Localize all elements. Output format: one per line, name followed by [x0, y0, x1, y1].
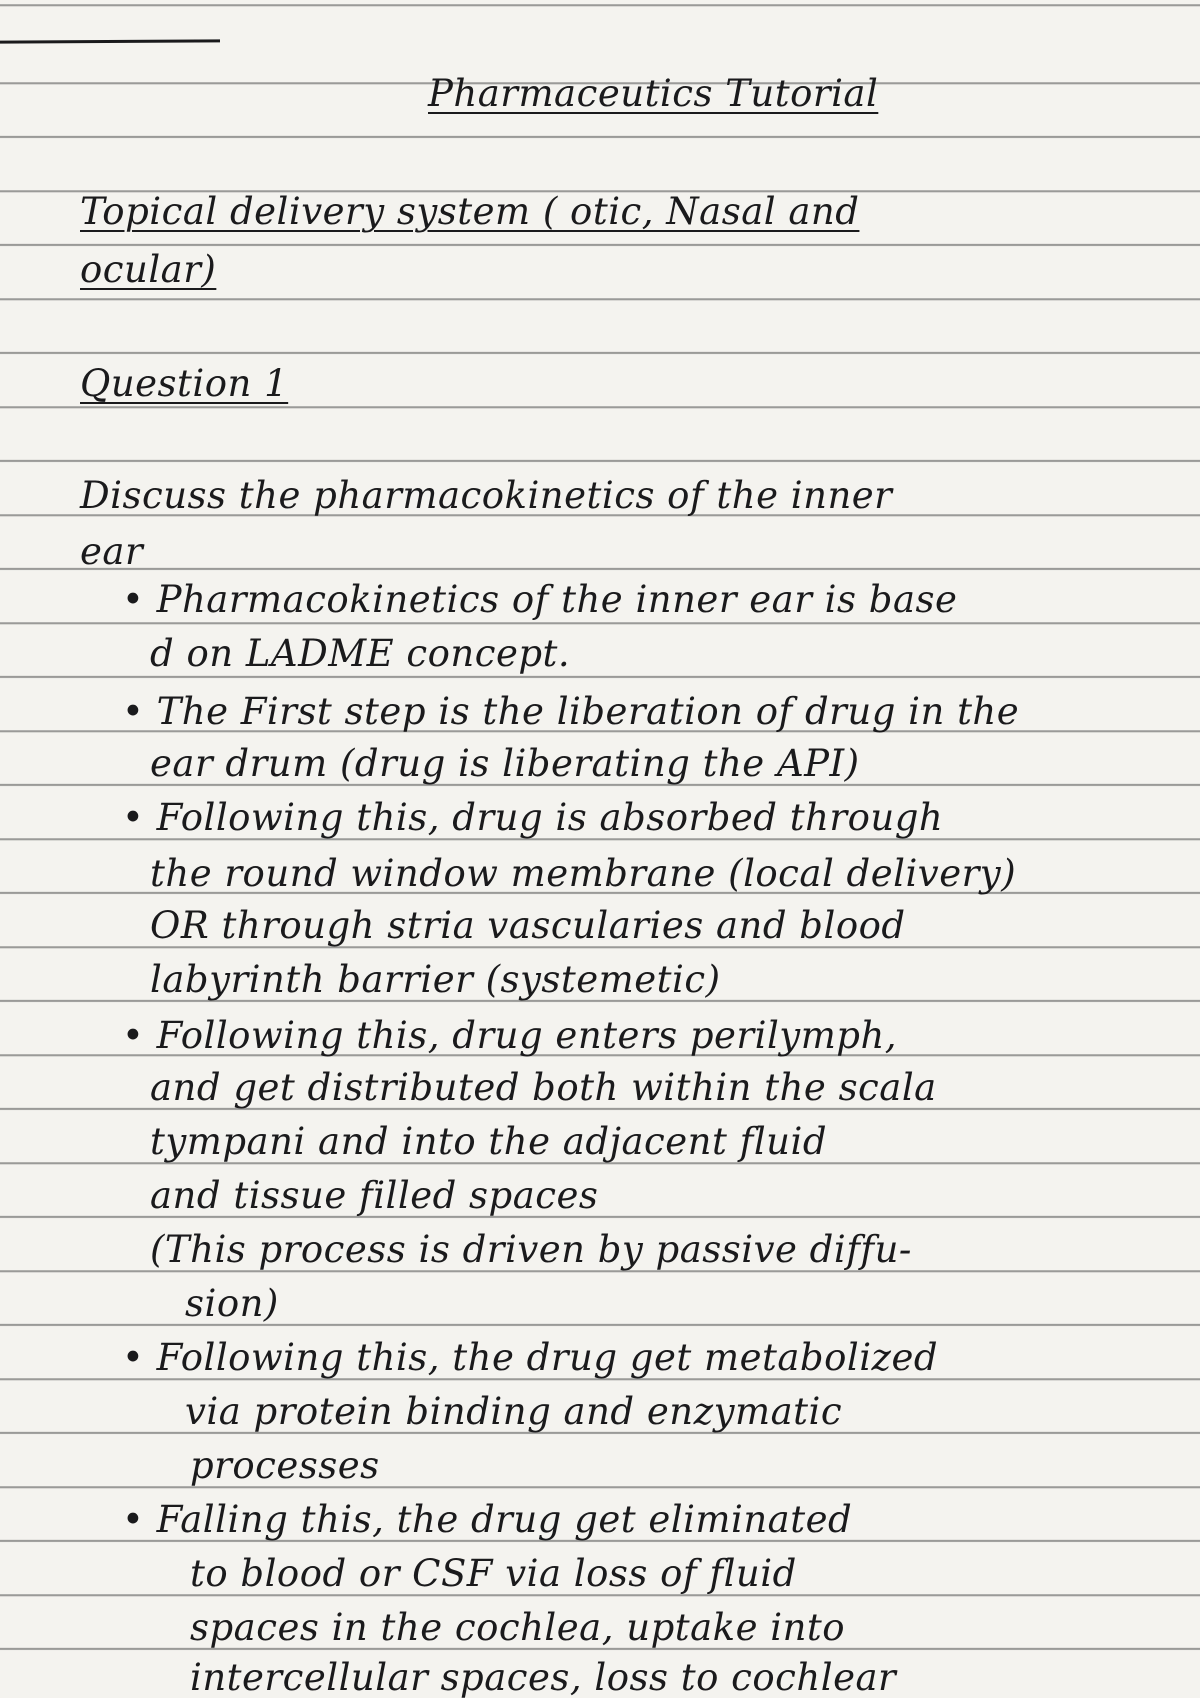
- page-title: Pharmaceutics Tutorial: [428, 72, 879, 115]
- answer-line: and tissue filled spaces: [150, 1174, 599, 1217]
- answer-line: • Following this, drug is absorbed through: [122, 796, 944, 839]
- answer-line: • Following this, the drug get metabolized: [122, 1336, 939, 1379]
- answer-line: tympani and into the adjacent fluid: [150, 1120, 828, 1163]
- answer-line: the round window membrane (local delivery): [150, 852, 1017, 895]
- answer-line: • Following this, drug enters perilymph,: [122, 1014, 898, 1057]
- answer-line: OR through stria vascularies and blood: [150, 904, 906, 947]
- answer-line: spaces in the cochlea, uptake into: [190, 1606, 846, 1649]
- answer-line: processes: [190, 1444, 380, 1487]
- answer-line: d on LADME concept.: [150, 632, 571, 675]
- answer-line: and get distributed both within the scala: [150, 1066, 937, 1109]
- answer-line: to blood or CSF via loss of fluid: [190, 1552, 797, 1595]
- prompt-line-1: Discuss the pharmacokinetics of the inner: [80, 474, 893, 517]
- answer-line: ear drum (drug is liberating the API): [150, 742, 860, 785]
- answer-line: labyrinth barrier (systemetic): [150, 958, 721, 1001]
- answer-line: via protein binding and enzymatic: [185, 1390, 843, 1433]
- answer-line: • Pharmacokinetics of the inner ear is base: [122, 578, 958, 621]
- answer-line: • The First step is the liberation of drug in the: [122, 690, 1020, 733]
- prompt-line-2: ear: [80, 530, 144, 573]
- answer-line: (This process is driven by passive diffu-: [150, 1228, 912, 1271]
- answer-line: • Falling this, the drug get eliminated: [122, 1498, 853, 1541]
- answer-line: sion): [185, 1282, 279, 1325]
- subject-line-1: Topical delivery system ( otic, Nasal and: [80, 190, 860, 233]
- top-rule: [0, 39, 220, 43]
- question-label: Question 1: [80, 362, 289, 405]
- subject-line-2: ocular): [80, 248, 217, 291]
- answer-line: intercellular spaces, loss to cochlear: [190, 1656, 897, 1698]
